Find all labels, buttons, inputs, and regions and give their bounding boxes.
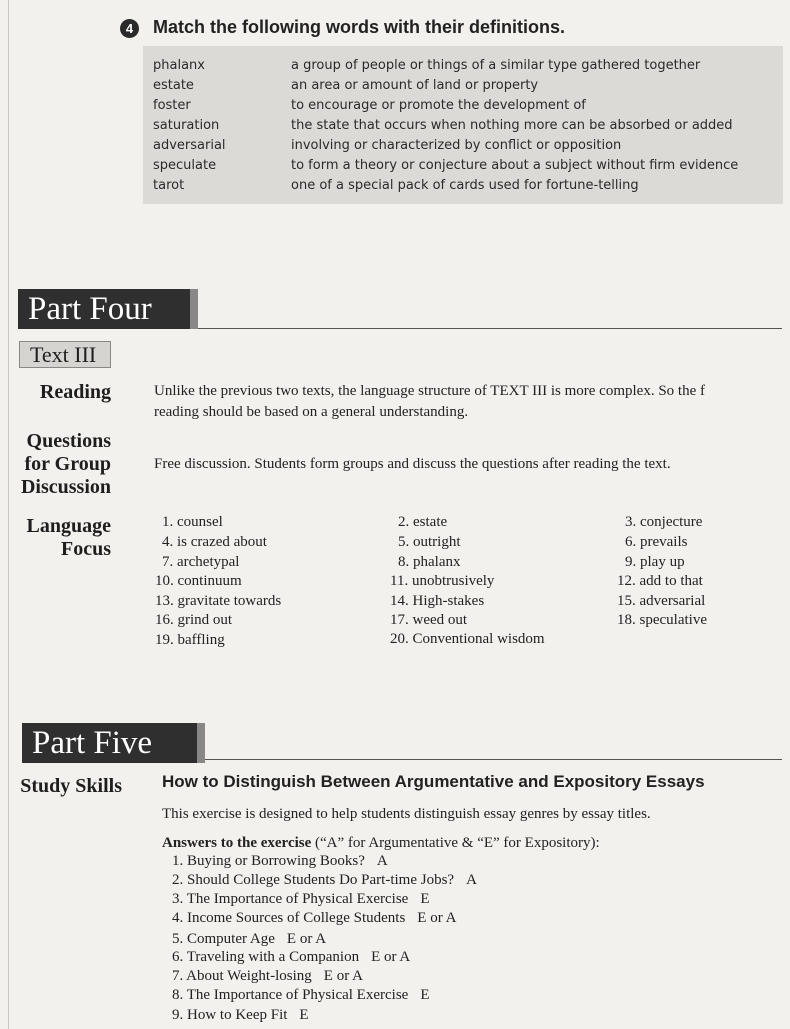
language-item: 20. Conventional wisdom — [390, 631, 545, 647]
vocab-word: adversarial — [153, 138, 226, 153]
vocabulary-box — [143, 46, 783, 204]
vocab-definition: the state that occurs when nothing more can be absorbed or added — [291, 118, 733, 133]
language-item: 4. is crazed about — [162, 534, 267, 550]
answer-item — [172, 853, 388, 870]
language-item: 9. play up — [625, 554, 685, 570]
study-skills-title: How to Distinguish Between Argumentative and Expository Essays — [162, 772, 705, 791]
answer-item — [172, 987, 429, 1004]
questions-text: Free discussion. Students form groups and discuss the questions after reading the text. — [154, 456, 671, 472]
language-item: 2. estate — [398, 514, 448, 530]
vocab-definition: to encourage or promote the development of — [291, 98, 586, 113]
language-item: 12. add to that — [617, 573, 703, 589]
answers-heading-bold: Answers to the exercise — [162, 835, 312, 851]
answer-letter: E or A — [417, 910, 457, 926]
part-four-banner: Part Four — [18, 289, 190, 329]
answer-title: 8. The Importance of Physical Exercise — [172, 987, 409, 1003]
vocab-word: tarot — [153, 178, 185, 193]
vocab-row — [143, 58, 783, 78]
language-focus-heading-line-2: Focus — [61, 538, 111, 560]
answers-heading-note: (“A” for Argumentative & “E” for Expository): — [311, 835, 600, 851]
page-edge — [8, 0, 9, 1029]
vocab-word: phalanx — [153, 58, 205, 73]
answer-title: 7. About Weight-losing — [172, 968, 312, 984]
language-item: 14. High-stakes — [390, 593, 485, 609]
language-item: 17. weed out — [390, 612, 468, 628]
language-item: 16. grind out — [155, 612, 233, 628]
vocab-definition: a group of people or things of a similar type gathered together — [291, 58, 701, 73]
language-item: 3. conjecture — [625, 514, 703, 530]
answer-item — [172, 891, 429, 908]
exercise-number-badge: 4 — [120, 19, 139, 38]
answer-letter: A — [466, 872, 477, 888]
language-item: 6. prevails — [625, 534, 688, 550]
vocab-definition: one of a special pack of cards used for fortune-telling — [291, 178, 639, 193]
vocab-word: saturation — [153, 118, 220, 133]
vocab-row — [143, 158, 783, 178]
questions-heading-line-3: Discussion — [20, 476, 111, 498]
vocab-word: speculate — [153, 158, 217, 173]
questions-heading-line-2: for Group — [24, 453, 111, 475]
language-focus-heading-line-1: Language — [26, 515, 111, 537]
answers-heading — [162, 833, 782, 854]
answer-title: 6. Traveling with a Companion — [172, 949, 360, 965]
questions-heading-line-1: Questions — [26, 430, 111, 452]
answer-item — [172, 1007, 309, 1024]
vocab-row — [143, 178, 783, 198]
answer-title: 5. Computer Age — [172, 931, 275, 947]
answer-item — [172, 910, 456, 927]
answer-title: 3. The Importance of Physical Exercise — [172, 891, 409, 907]
answer-item — [172, 949, 410, 966]
part-five-banner: Part Five — [22, 723, 197, 763]
study-skills-intro: This exercise is designed to help students distinguish essay genres by essay titles. — [162, 806, 651, 822]
answer-letter: E — [299, 1007, 309, 1023]
answer-letter: E or A — [371, 949, 411, 965]
answer-item — [172, 872, 477, 889]
study-skills-heading: Study Skills — [20, 775, 122, 797]
answer-title: 2. Should College Students Do Part-time Jobs? — [172, 872, 455, 888]
vocab-row — [143, 98, 783, 118]
vocab-definition: to form a theory or conjecture about a subject without firm evidence — [291, 158, 739, 173]
part-five-rule — [205, 759, 782, 760]
language-item: 11. unobtrusively — [390, 573, 495, 589]
language-item: 8. phalanx — [398, 554, 461, 570]
language-item: 7. archetypal — [162, 554, 240, 570]
vocab-row — [143, 78, 783, 98]
vocab-definition: an area or amount of land or property — [291, 78, 539, 93]
vocab-definition: involving or characterized by conflict or opposition — [291, 138, 622, 153]
answer-title: 1. Buying or Borrowing Books? — [172, 853, 365, 869]
vocab-row — [143, 138, 783, 158]
answer-letter: E or A — [323, 968, 363, 984]
language-item: 1. counsel — [162, 514, 223, 530]
answer-letter: E — [420, 987, 430, 1003]
language-item: 19. baffling — [155, 632, 225, 648]
language-item: 15. adversarial — [617, 593, 706, 609]
vocab-word: estate — [153, 78, 194, 93]
language-item: 18. speculative — [617, 612, 707, 628]
exercise-title: Match the following words with their definitions. — [153, 17, 565, 37]
answer-letter: E or A — [286, 931, 327, 947]
part-four-rule — [198, 328, 782, 329]
answer-letter: A — [376, 853, 388, 869]
reading-text-line-2: reading should be based on a general understanding. — [154, 404, 469, 420]
answer-item — [172, 968, 363, 985]
answer-title: 4. Income Sources of College Students — [172, 910, 406, 926]
reading-heading: Reading — [39, 381, 111, 403]
language-item: 5. outright — [398, 534, 461, 550]
language-item: 13. gravitate towards — [155, 593, 282, 609]
answer-letter: E — [420, 891, 430, 907]
answer-item — [172, 931, 326, 948]
text-three-label: Text III — [19, 341, 111, 368]
vocab-word: foster — [153, 98, 191, 113]
answer-title: 9. How to Keep Fit — [172, 1007, 288, 1023]
reading-text-line-1: Unlike the previous two texts, the language structure of TEXT III is more complex. So the f — [154, 383, 705, 399]
language-item: 10. continuum — [155, 573, 242, 589]
vocab-row — [143, 118, 783, 138]
